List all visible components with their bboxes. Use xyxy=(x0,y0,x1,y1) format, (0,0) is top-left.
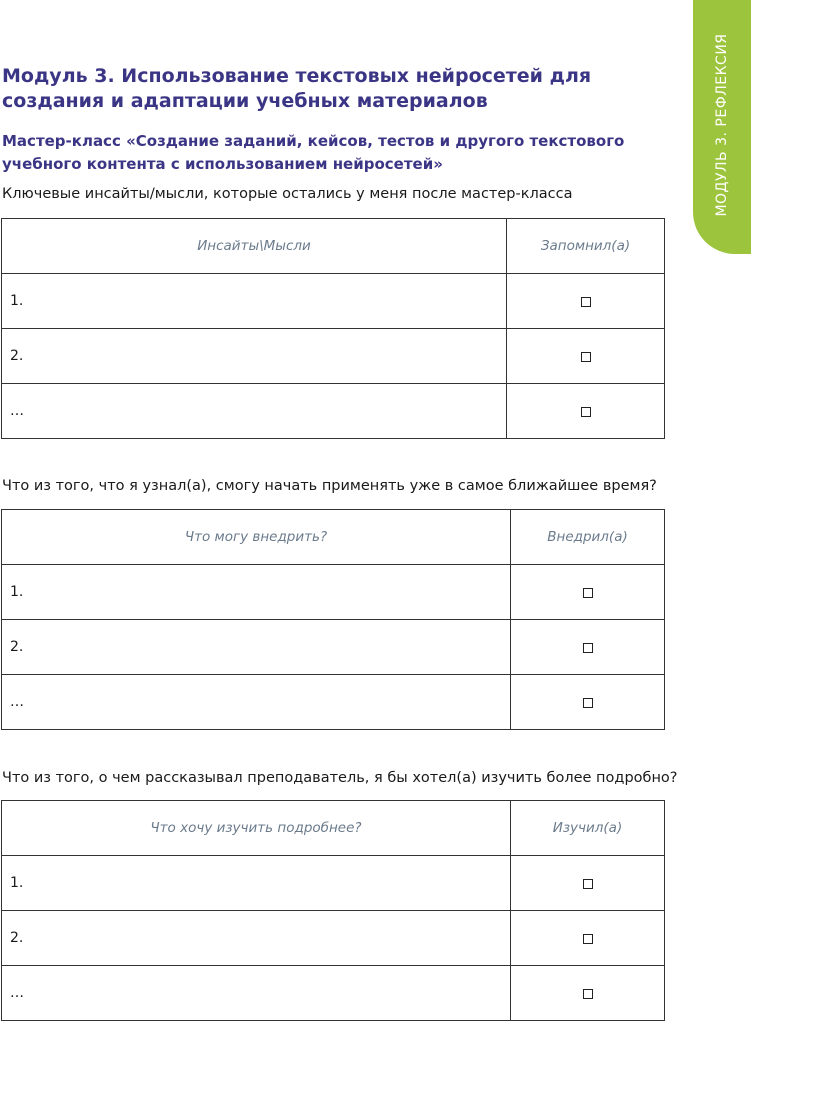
table-row xyxy=(2,675,665,730)
checkbox-cell xyxy=(511,620,665,675)
row-number: … xyxy=(2,384,507,439)
checkbox-cell xyxy=(511,856,665,911)
implement-table xyxy=(1,509,665,730)
side-tab xyxy=(693,0,751,254)
table-header-row xyxy=(2,510,665,565)
checkbox-cell xyxy=(511,565,665,620)
checkbox[interactable] xyxy=(581,407,591,417)
row-number: … xyxy=(2,966,511,1021)
insights-table xyxy=(1,218,665,439)
page-subtitle: Мастер-класс «Создание заданий, кейсов, тестов и другого текстового учебного контента с использованием нейросетей» xyxy=(2,132,625,173)
study-table xyxy=(1,800,665,1021)
column-header-want-to-study: Что хочу изучить подробнее? xyxy=(2,801,511,856)
table-row xyxy=(2,384,665,439)
row-number: 1. xyxy=(2,856,511,911)
page-title: Модуль 3. Использование текстовых нейросетей для создания и адаптации учебных материалов xyxy=(2,65,592,112)
column-header-can-implement: Что могу внедрить? xyxy=(2,510,511,565)
row-number: 2. xyxy=(2,329,507,384)
checkbox-cell xyxy=(507,274,665,329)
checkbox-cell xyxy=(511,966,665,1021)
table-row xyxy=(2,620,665,675)
section-2-prompt: Что из того, что я узнал(а), смогу начать применять уже в самое ближайшее время? xyxy=(2,478,657,494)
checkbox[interactable] xyxy=(583,588,593,598)
checkbox[interactable] xyxy=(581,297,591,307)
column-header-studied: Изучил(а) xyxy=(511,801,665,856)
checkbox-cell xyxy=(507,329,665,384)
checkbox-cell xyxy=(511,675,665,730)
row-number: 2. xyxy=(2,620,511,675)
table-row xyxy=(2,911,665,966)
checkbox-cell xyxy=(511,911,665,966)
table-row xyxy=(2,565,665,620)
table-row xyxy=(2,329,665,384)
column-header-remembered: Запомнил(а) xyxy=(507,219,665,274)
table-header-row xyxy=(2,801,665,856)
checkbox[interactable] xyxy=(583,989,593,999)
checkbox-cell xyxy=(507,384,665,439)
section-3-prompt: Что из того, о чем рассказывал преподаватель, я бы хотел(а) изучить более подробно? xyxy=(2,770,678,786)
column-header-implemented: Внедрил(а) xyxy=(511,510,665,565)
table-row xyxy=(2,856,665,911)
checkbox[interactable] xyxy=(583,934,593,944)
side-tab-label: МОДУЛЬ 3. РЕФЛЕКСИЯ xyxy=(714,33,730,217)
checkbox[interactable] xyxy=(583,643,593,653)
table-header-row xyxy=(2,219,665,274)
checkbox[interactable] xyxy=(583,698,593,708)
row-number: … xyxy=(2,675,511,730)
row-number: 1. xyxy=(2,274,507,329)
column-header-insights: Инсайты\Мысли xyxy=(2,219,507,274)
section-1-prompt: Ключевые инсайты/мысли, которые остались у меня после мастер-класса xyxy=(2,186,573,202)
checkbox[interactable] xyxy=(583,879,593,889)
table-row xyxy=(2,966,665,1021)
table-row xyxy=(2,274,665,329)
row-number: 2. xyxy=(2,911,511,966)
row-number: 1. xyxy=(2,565,511,620)
checkbox[interactable] xyxy=(581,352,591,362)
